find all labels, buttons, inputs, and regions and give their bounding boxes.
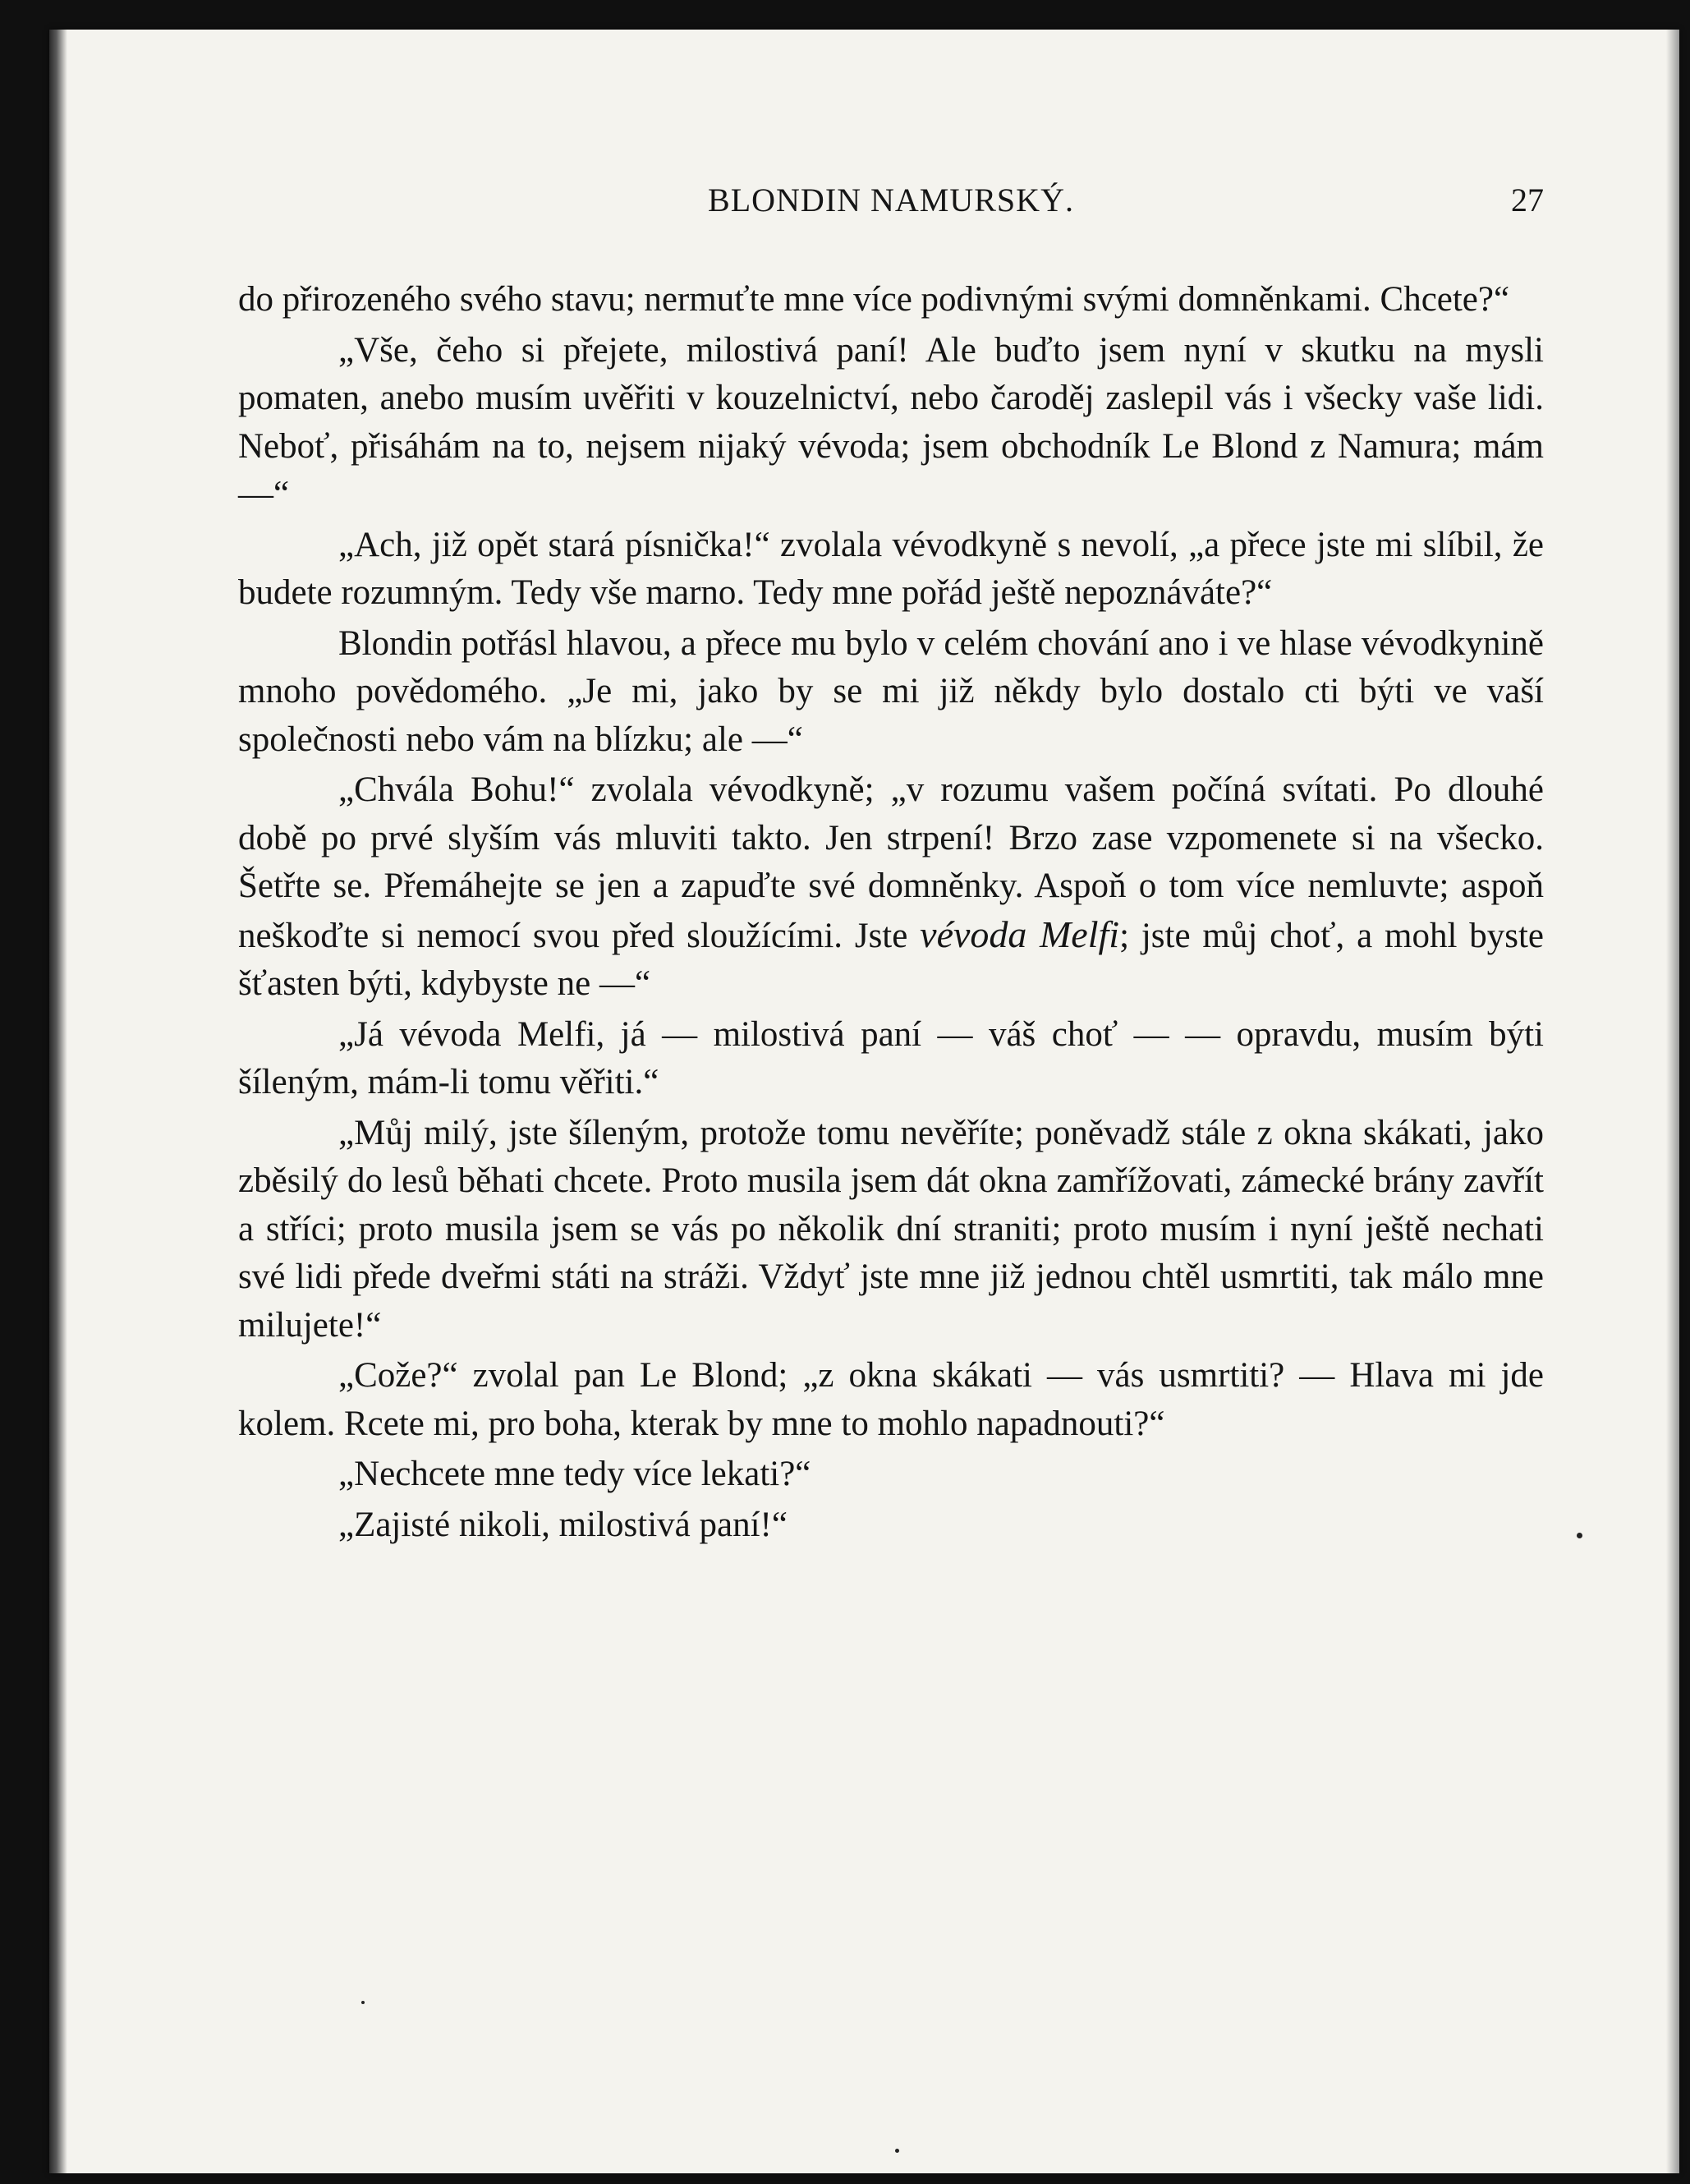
page-header bbox=[238, 153, 1544, 218]
italic-name: vévoda Melfi bbox=[920, 913, 1120, 955]
paragraph-10: „Zajisté nikoli, milostivá paní!“ bbox=[338, 1505, 788, 1544]
paragraph-4: Blondin potřásl hlavou, a přece mu bylo v celém chování ano i ve hlase vévodkynině mnoho povědomého. „Je mi, jako by se mi již někdy bylo dostalo cti býti ve vaší společnosti nebo vám na blízku; ale —“ bbox=[238, 623, 1544, 759]
paragraph-5-text: „Chvála Bohu!“ zvolala vévodkyně; „v rozumu vašem počíná svítati. Po dlouhé době po prvé slyším vás mluviti takto. Jen strpení! Brzo zase vzpomenete si na všecko. Šetřte se. Přemáhejte se jen a zapuďte své domněnky. Aspoň o tom více nemluvte; aspoň neškoďte si nemocí svou před sloužícími. Jste bbox=[238, 770, 1544, 955]
speck bbox=[361, 2001, 365, 2004]
paragraph-1: do přirozeného svého stavu; nermuťte mne více podivnými svými domněnkami. Chcete?“ bbox=[238, 280, 1510, 319]
speck bbox=[895, 2149, 899, 2153]
page-left-edge bbox=[49, 30, 67, 2173]
paragraph-8: „Cože?“ zvolal pan Le Blond; „z okna skákati — vás usmrtiti? — Hlava mi jde kolem. Rcete mi, pro boha, kterak by mne to mohlo napadnouti?“ bbox=[238, 1356, 1544, 1443]
paragraph-9: „Nechcete mne tedy více lekati?“ bbox=[338, 1455, 811, 1493]
paragraph-2: „Vše, čeho si přejete, milostivá paní! Ale buďto jsem nyní v skutku na mysli pomaten, anebo musím uvěřiti v kouzelnictví, nebo čaroděj zaslepil vás i všecky vaše lidi. Neboť, přisáhám na to, nejsem nijaký vévoda; jsem obchodník Le Blond z Namura; mám —“ bbox=[238, 330, 1544, 513]
paragraph-6: „Já vévoda Melfi, já — milostivá paní — váš choť — — opravdu, musím býti šíleným, mám-li tomu věřiti.“ bbox=[238, 1014, 1544, 1101]
paragraph-7: „Můj milý, jste šíleným, protože tomu nevěříte; poněvadž stále z okna skákati, jako zběsilý do lesů běhati chcete. Proto musila jsem dát okna zamřížovati, zámecké brány zavřít a stříci; proto musila jsem se vás po několik dní straniti; proto musím i nyní ještě nechati své lidi přede dveřmi státi na stráži. Vždyť jste mne již jednou chtěl usmrtiti, tak málo mne milujete!“ bbox=[238, 1113, 1544, 1345]
body-text bbox=[238, 276, 1544, 1552]
paragraph-5 bbox=[238, 766, 1544, 1009]
speck bbox=[1577, 1533, 1582, 1538]
paragraph-5-tail: ; jste můj choť, a mohl byste šťasten býti, kdybyste ne —“ bbox=[238, 916, 1544, 1003]
page-right-edge bbox=[1666, 30, 1679, 2173]
running-title: BLONDIN NAMURSKÝ. bbox=[708, 182, 1074, 218]
paragraph-3: „Ach, již opět stará písnička!“ zvolala vévodkyně s nevolí, „a přece jste mi slíbil, že budete rozumným. Tedy vše marno. Tedy mne pořád ještě nepoznáváte?“ bbox=[238, 525, 1544, 612]
page-number: 27 bbox=[1511, 182, 1544, 218]
book-page bbox=[49, 30, 1679, 2173]
